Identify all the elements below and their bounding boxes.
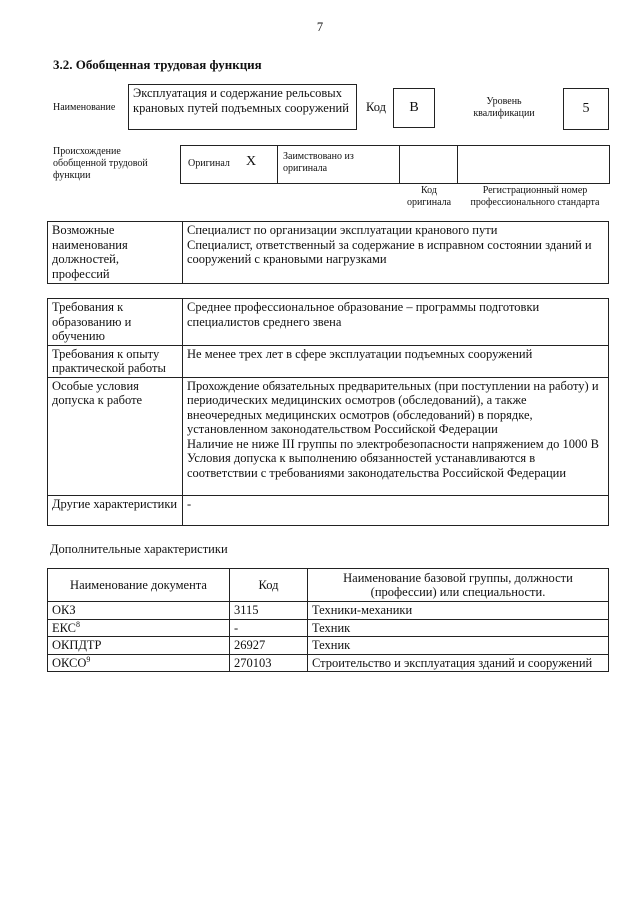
footnote-8: 8 [76, 619, 80, 629]
origin-label: Происхождение обобщенной трудовой функции [53, 146, 148, 181]
table-row [48, 602, 609, 620]
original-mark: X [246, 154, 257, 169]
reg-caption: Регистрационный номер профессионального стандарта [470, 185, 600, 208]
experience-value: Не менее трех лет в сфере эксплуатации подъемных сооружений [183, 345, 609, 377]
education-value: Среднее профессиональное образование – программы подготовки специалистов среднего звена [183, 299, 609, 346]
row-doc: ОКСО$^9$ [48, 654, 230, 672]
additional-table [47, 568, 609, 672]
name-value-box [128, 84, 357, 130]
row-code: 270103 [230, 654, 308, 672]
row-name: Техник [308, 637, 609, 655]
table-row [48, 619, 609, 637]
additional-title: Дополнительные характеристики [50, 542, 228, 556]
code-value-box [393, 88, 435, 128]
page-number: 7 [316, 20, 324, 34]
row-code: 3115 [230, 602, 308, 620]
row-doc: ОКПДТР [48, 637, 230, 655]
special-conditions-p1: Прохождение обязательных предварительных (при поступлении на работу) и периодических медицинских осмотров (обследований), а также внеочередных медицинских осмотров (обследований) в порядке, установленном законодательством Российской Федерации [187, 378, 599, 436]
other-label: Другие характеристики [48, 495, 183, 525]
special-conditions-value [183, 377, 609, 495]
name-value: Эксплуатация и содержание рельсовых крановых путей подъемных сооружений [133, 86, 349, 115]
row-code: 26927 [230, 637, 308, 655]
row-doc: ЕКС$^8$ [48, 619, 230, 637]
row-name: Техник [308, 619, 609, 637]
row-name: Строительство и эксплуатация зданий и сооружений [308, 654, 609, 672]
level-label: Уровень квалификации [473, 96, 535, 119]
origin-row [180, 145, 610, 184]
special-conditions-label: Особые условия допуска к работе [48, 377, 183, 495]
row-doc: ОКЗ [48, 602, 230, 620]
other-value: - [183, 495, 609, 525]
table-row [48, 637, 609, 655]
positions-label: Возможные наименования должностей, профессий [48, 222, 183, 284]
original-label: Оригинал [188, 158, 230, 169]
code-caption: Код оригинала [406, 185, 452, 208]
positions-value [183, 222, 609, 284]
table-row [48, 654, 609, 672]
header-doc: Наименование документа [48, 569, 230, 602]
header-name: Наименование базовой группы, должности (профессии) или специальности. [308, 569, 609, 602]
experience-label: Требования к опыту практической работы [48, 345, 183, 377]
level-value-box [563, 88, 609, 130]
level-value: 5 [582, 101, 590, 116]
code-value: B [409, 100, 419, 115]
row-code: - [230, 619, 308, 637]
special-conditions-p2: Наличие не ниже III группы по электробезопасности напряжением до 1000 В [187, 436, 599, 451]
positions-line2: Специалист, ответственный за содержание в исправном состоянии зданий и сооружений с крановыми нагрузками [187, 237, 592, 266]
row-name: Техники-механики [308, 602, 609, 620]
positions-table [47, 221, 609, 284]
borrowed-label: Заимствовано из оригинала [283, 151, 354, 174]
header-code: Код [230, 569, 308, 602]
code-label: Код [366, 100, 386, 114]
positions-line1: Специалист по организации эксплуатации кранового пути [187, 223, 498, 237]
requirements-table [47, 298, 609, 526]
education-label: Требования к образованию и обучению [48, 299, 183, 346]
section-title: 3.2. Обобщенная трудовая функция [53, 57, 262, 72]
special-conditions-p3: Условия допуска к выполнению обязанностей устанавливаются в соответствии с требованиями законодательства Российской Федерации [187, 451, 567, 480]
footnote-9: 9 [86, 654, 91, 664]
name-label: Наименование [53, 102, 116, 113]
